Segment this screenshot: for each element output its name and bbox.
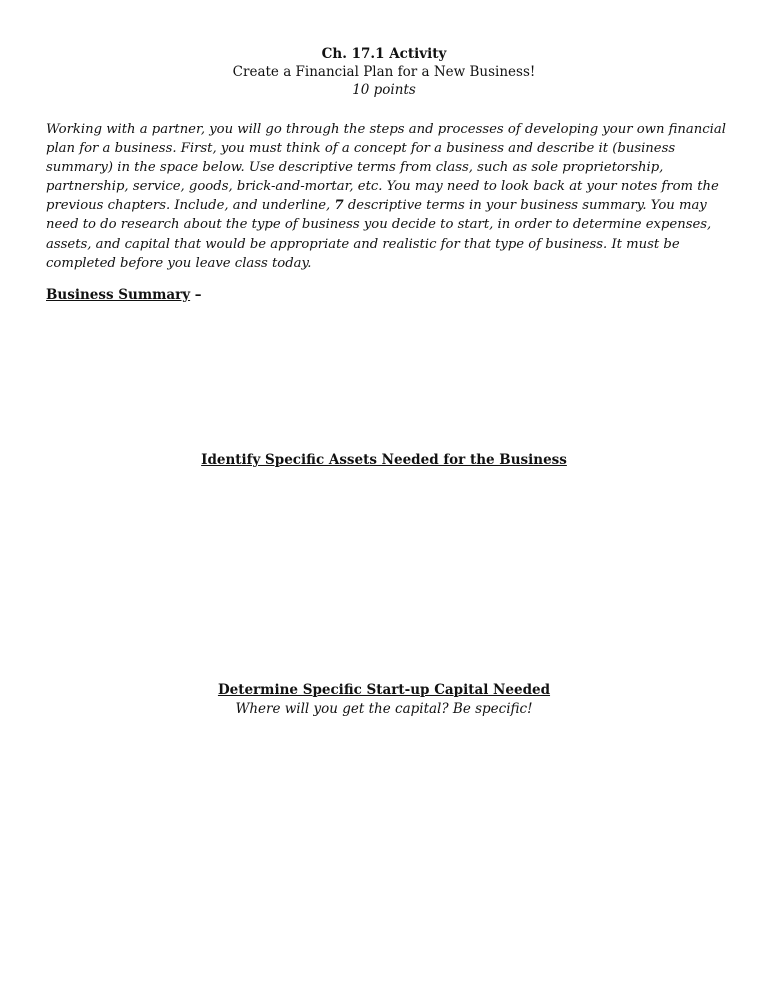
assets-heading: Identify Specific Assets Needed for the Business — [201, 452, 567, 468]
instructions-text-part2: descriptive terms in your business summary. You may need to do research about the type of business you decide to start, in order to determine expenses, assets, and capital that would be appropriate and realistic for that type of business. It must be completed before you leave class today. — [46, 198, 712, 271]
capital-heading: Determine Specific Start-up Capital Needed — [217, 682, 551, 698]
instructions-paragraph — [46, 120, 732, 273]
business-summary-dash: – — [190, 287, 202, 303]
activity-subtitle: Create a Financial Plan for a New Business! — [232, 64, 536, 80]
business-summary-heading: Business Summary — [46, 287, 191, 303]
instructions-text-part1: Working with a partner, you will go through the steps and processes of developing your own financial plan for a business. First, you must think of a concept for a business and describe it (business summary) in the space below. Use descriptive terms from class, such as sole proprietorship, partnership, service, goods, brick-and-mortar, etc. You may need to look back at your notes from the previous chapters. Include, and underline, — [46, 122, 726, 214]
activity-points: 10 points — [352, 82, 416, 98]
capital-note: Where will you get the capital? Be specific! — [235, 701, 533, 717]
activity-title: Ch. 17.1 Activity — [321, 46, 447, 62]
instructions-term-count: 7 — [334, 198, 344, 214]
business-summary-label — [46, 287, 202, 303]
worksheet-header — [0, 45, 768, 99]
